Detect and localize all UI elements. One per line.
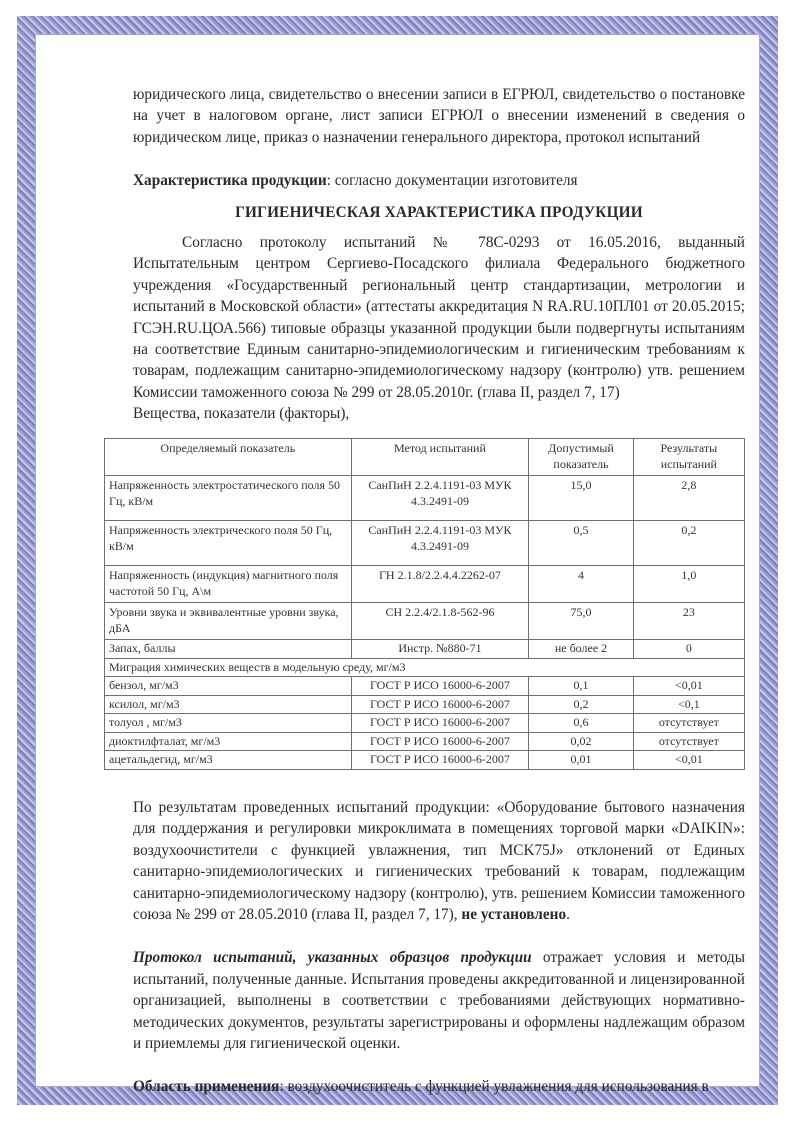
table-row [105, 732, 745, 751]
allowed-cell: 0,01 [529, 751, 633, 770]
hygiene-results-table [104, 438, 745, 770]
table-row [105, 521, 745, 566]
method-cell: ГН 2.1.8/2.2.4.4.2262-07 [351, 566, 529, 603]
result-cell: отсутствует [633, 714, 744, 733]
indicator-cell: Напряженность электростатического поля 50 Гц, кВ/м [105, 476, 352, 521]
method-cell: ГОСТ Р ИСО 16000-6-2007 [351, 751, 529, 770]
results-conclusion: не установлено [461, 906, 567, 924]
method-cell: СН 2.2.4/2.1.8-562-96 [351, 603, 529, 640]
indicator-cell: бензол, мг/м3 [105, 677, 352, 696]
indicator-cell: Запах, баллы [105, 640, 352, 659]
indicator-cell: ксилол, мг/м3 [105, 695, 352, 714]
header-allowed: Допустимый показатель [529, 439, 633, 476]
allowed-cell: 0,1 [529, 677, 633, 696]
allowed-cell: 0,5 [529, 521, 633, 566]
header-method: Метод испытаний [351, 439, 529, 476]
allowed-cell: не более 2 [529, 640, 633, 659]
table-row [105, 677, 745, 696]
scope-text: : воздухоочиститель с функцией увлажнения для использования в [279, 1078, 709, 1096]
allowed-cell: 15,0 [529, 476, 633, 521]
table-row [105, 566, 745, 603]
allowed-cell: 4 [529, 566, 633, 603]
migration-header-cell: Миграция химических веществ в модельную среду, мг/м3 [105, 658, 745, 677]
indicator-cell: Напряженность электрического поля 50 Гц, кВ/м [105, 521, 352, 566]
protocol-note [133, 947, 745, 1054]
result-cell: 2,8 [633, 476, 744, 521]
header-result: Результаты испытаний [633, 439, 744, 476]
indicator-cell: Напряженность (индукция) магнитного поля частотой 50 Гц, А\м [105, 566, 352, 603]
allowed-cell: 0,6 [529, 714, 633, 733]
results-end: . [566, 906, 570, 924]
product-characteristic [133, 170, 745, 191]
product-characteristic-label: Характеристика продукции [133, 172, 327, 190]
result-cell: <0,01 [633, 751, 744, 770]
indicator-cell: диоктилфталат, мг/м3 [105, 732, 352, 751]
table-row [105, 603, 745, 640]
document-body-lower [133, 797, 745, 1098]
section-title: ГИГИЕНИЧЕСКАЯ ХАРАКТЕРИСТИКА ПРОДУКЦИИ [235, 203, 643, 221]
document-body [133, 84, 745, 425]
allowed-cell: 75,0 [529, 603, 633, 640]
method-cell: ГОСТ Р ИСО 16000-6-2007 [351, 714, 529, 733]
scope-paragraph [133, 1076, 745, 1097]
result-cell: <0,1 [633, 695, 744, 714]
method-cell: Инстр. №880-71 [351, 640, 529, 659]
indicator-cell: толуол , мг/м3 [105, 714, 352, 733]
table-row [105, 476, 745, 521]
allowed-cell: 0,2 [529, 695, 633, 714]
table-row [105, 714, 745, 733]
result-cell: 1,0 [633, 566, 744, 603]
table-row [105, 640, 745, 659]
indicator-cell: ацетальдегид, мг/м3 [105, 751, 352, 770]
method-cell: СанПиН 2.2.4.1191-03 МУК 4.3.2491-09 [351, 476, 529, 521]
table-row [105, 751, 745, 770]
results-text: По результатам проведенных испытаний продукции: «Оборудование бытового назначения для поддержания и регулировки микроклимата в помещениях торговой марки «DAIKIN»: воздухоочистители с функцией увлажнения, тип MCK75J» отклонений от Единых санитарно-эпидемиологических и гигиенических требований к товарам, подлежащим санитарно-эпидемиологическому надзору (контролю), утв. решением Комиссии таможенного союза № 299 от 28.05.2010 (глава II, раздел 7, 17), [133, 799, 745, 924]
result-cell: 0,2 [633, 521, 744, 566]
result-cell: 23 [633, 603, 744, 640]
result-cell: <0,01 [633, 677, 744, 696]
header-indicator: Определяемый показатель [105, 439, 352, 476]
table-header-row [105, 439, 745, 476]
intro-paragraph: юридического лица, свидетельство о внесении записи в ЕГРЮЛ, свидетельство о постановке на учет в налоговом органе, лист записи ЕГРЮЛ о внесении изменений в сведения о юридическом лице, приказ о назначении генерального директора, протокол испытаний [133, 86, 745, 146]
protocol-note-label: Протокол испытаний, указанных образцов продукции [133, 949, 532, 967]
result-cell: 0 [633, 640, 744, 659]
method-cell: ГОСТ Р ИСО 16000-6-2007 [351, 677, 529, 696]
results-paragraph [133, 797, 745, 925]
method-cell: СанПиН 2.2.4.1191-03 МУК 4.3.2491-09 [351, 521, 529, 566]
scope-label: Область применения [133, 1078, 280, 1096]
result-cell: отсутствует [633, 732, 744, 751]
indicator-cell: Уровни звука и эквивалентные уровни звука, дБА [105, 603, 352, 640]
method-cell: ГОСТ Р ИСО 16000-6-2007 [351, 732, 529, 751]
product-characteristic-text: : согласно документации изготовителя [326, 172, 578, 190]
protocol-note-text: отражает условия и методы испытаний, полученные данные. Испытания проведены аккредитованной и лицензированной организацией, выполнены в соответствии с требованиями действующих нормативно-методических документов, результаты зарегистрированы и оформлены надлежащим образом и приемлемы для гигиенической оценки. [133, 949, 745, 1053]
table-row [105, 695, 745, 714]
protocol-paragraph: Согласно протоколу испытаний № 78С-0293 от 16.05.2016, выданный Испытательным центром Сергиево-Посадского филиала Федерального бюджетного учреждения «Государственный региональный центр стандартизации, метрологии и испытаний в Московской области» (аттестаты аккредитация N RA.RU.10ПЛ01 от 20.05.2015; ГСЭН.RU.ЦОА.566) типовые образцы указанной продукции были подвергнуты испытаниям на соответствие Единым санитарно-эпидемиологическим и гигиеническим требованиям к товарам, подлежащим санитарно-эпидемиологическому надзору (контролю) утв. решением Комиссии таможенного союза № 299 от 28.05.2010г. (глава II, раздел 7, 17) [133, 234, 745, 401]
table-caption: Вещества, показатели (факторы), [133, 405, 350, 423]
method-cell: ГОСТ Р ИСО 16000-6-2007 [351, 695, 529, 714]
migration-header-row [105, 658, 745, 677]
allowed-cell: 0,02 [529, 732, 633, 751]
